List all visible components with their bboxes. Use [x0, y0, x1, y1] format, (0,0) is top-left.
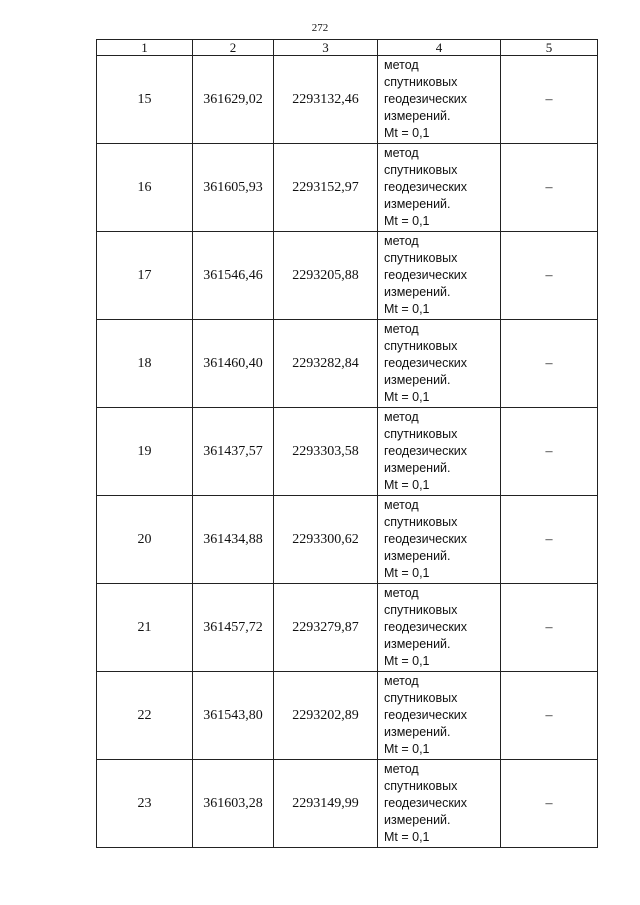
y-coordinate-cell: 2293303,58: [274, 408, 378, 496]
y-coordinate-cell: 2293300,62: [274, 496, 378, 584]
y-coordinate-cell: 2293132,46: [274, 56, 378, 144]
method-text-line: измерений.: [384, 285, 451, 299]
method-text-line: Mt = 0,1: [384, 214, 430, 228]
method-text-line: Mt = 0,1: [384, 742, 430, 756]
method-text-line: геодезических: [384, 92, 468, 106]
method-text-line: измерений.: [384, 373, 451, 387]
method-text-line: метод: [384, 674, 419, 688]
method-text-line: Mt = 0,1: [384, 566, 430, 580]
method-text-line: метод: [384, 234, 419, 248]
method-text-line: геодезических: [384, 268, 468, 282]
method-text-line: метод: [384, 586, 419, 600]
method-text-line: спутниковых: [384, 163, 458, 177]
method-text-line: измерений.: [384, 109, 451, 123]
method-text-line: геодезических: [384, 532, 468, 546]
table-row: [97, 56, 598, 144]
method-text-line: метод: [384, 410, 419, 424]
method-text-line: спутниковых: [384, 779, 458, 793]
x-coordinate-cell: 361437,57: [193, 408, 274, 496]
method-text-line: метод: [384, 146, 419, 160]
table-row: [97, 760, 598, 848]
method-text-line: Mt = 0,1: [384, 654, 430, 668]
column-header-1: 1: [97, 40, 193, 56]
point-number-cell: 23: [97, 760, 193, 848]
table-row: [97, 584, 598, 672]
table-row: [97, 672, 598, 760]
method-cell: [378, 232, 501, 320]
y-coordinate-cell: 2293282,84: [274, 320, 378, 408]
method-text-line: геодезических: [384, 444, 468, 458]
x-coordinate-cell: 361434,88: [193, 496, 274, 584]
method-text-line: Mt = 0,1: [384, 830, 430, 844]
x-coordinate-cell: 361603,28: [193, 760, 274, 848]
x-coordinate-cell: 361460,40: [193, 320, 274, 408]
column-5-cell: –: [501, 408, 598, 496]
x-coordinate-cell: 361457,72: [193, 584, 274, 672]
column-5-cell: –: [501, 760, 598, 848]
method-text-line: метод: [384, 322, 419, 336]
column-5-cell: –: [501, 144, 598, 232]
method-cell: [378, 496, 501, 584]
point-number-cell: 22: [97, 672, 193, 760]
x-coordinate-cell: 361543,80: [193, 672, 274, 760]
x-coordinate-cell: 361629,02: [193, 56, 274, 144]
method-text-line: спутниковых: [384, 251, 458, 265]
column-5-cell: –: [501, 232, 598, 320]
method-text-line: измерений.: [384, 549, 451, 563]
column-header-5: 5: [501, 40, 598, 56]
column-5-cell: –: [501, 320, 598, 408]
column-5-cell: –: [501, 584, 598, 672]
page-number: 272: [311, 22, 329, 34]
method-text-line: Mt = 0,1: [384, 302, 430, 316]
point-number-cell: 16: [97, 144, 193, 232]
method-text-line: измерений.: [384, 725, 451, 739]
x-coordinate-cell: 361546,46: [193, 232, 274, 320]
method-text-line: измерений.: [384, 197, 451, 211]
method-text-line: Mt = 0,1: [384, 126, 430, 140]
method-text-line: геодезических: [384, 356, 468, 370]
point-number-cell: 15: [97, 56, 193, 144]
method-cell: [378, 760, 501, 848]
method-text-line: геодезических: [384, 708, 468, 722]
x-coordinate-cell: 361605,93: [193, 144, 274, 232]
y-coordinate-cell: 2293205,88: [274, 232, 378, 320]
point-number-cell: 17: [97, 232, 193, 320]
table-row: [97, 408, 598, 496]
column-5-cell: –: [501, 496, 598, 584]
method-text-line: измерений.: [384, 637, 451, 651]
method-cell: [378, 144, 501, 232]
table-row: [97, 320, 598, 408]
method-text-line: спутниковых: [384, 339, 458, 353]
method-text-line: геодезических: [384, 796, 468, 810]
method-cell: [378, 584, 501, 672]
table-row: [97, 496, 598, 584]
table-body: [97, 40, 598, 848]
method-text-line: спутниковых: [384, 603, 458, 617]
method-cell: [378, 320, 501, 408]
method-text-line: метод: [384, 762, 419, 776]
method-text-line: метод: [384, 498, 419, 512]
column-5-cell: –: [501, 672, 598, 760]
y-coordinate-cell: 2293202,89: [274, 672, 378, 760]
point-number-cell: 19: [97, 408, 193, 496]
column-header-2: 2: [193, 40, 274, 56]
method-cell: [378, 408, 501, 496]
y-coordinate-cell: 2293279,87: [274, 584, 378, 672]
method-text-line: спутниковых: [384, 427, 458, 441]
column-5-cell: –: [501, 56, 598, 144]
point-number-cell: 21: [97, 584, 193, 672]
table-row: [97, 144, 598, 232]
point-number-cell: 20: [97, 496, 193, 584]
y-coordinate-cell: 2293149,99: [274, 760, 378, 848]
method-text-line: геодезических: [384, 180, 468, 194]
method-text-line: метод: [384, 58, 419, 72]
method-text-line: спутниковых: [384, 515, 458, 529]
column-header-4: 4: [378, 40, 501, 56]
method-text-line: Mt = 0,1: [384, 390, 430, 404]
method-text-line: измерений.: [384, 813, 451, 827]
method-text-line: спутниковых: [384, 75, 458, 89]
y-coordinate-cell: 2293152,97: [274, 144, 378, 232]
method-cell: [378, 672, 501, 760]
method-text-line: измерений.: [384, 461, 451, 475]
table-row: [97, 232, 598, 320]
method-text-line: спутниковых: [384, 691, 458, 705]
point-number-cell: 18: [97, 320, 193, 408]
method-text-line: геодезических: [384, 620, 468, 634]
method-cell: [378, 56, 501, 144]
column-header-3: 3: [274, 40, 378, 56]
method-text-line: Mt = 0,1: [384, 478, 430, 492]
header-row: [97, 40, 598, 56]
coordinates-table: [96, 39, 598, 848]
